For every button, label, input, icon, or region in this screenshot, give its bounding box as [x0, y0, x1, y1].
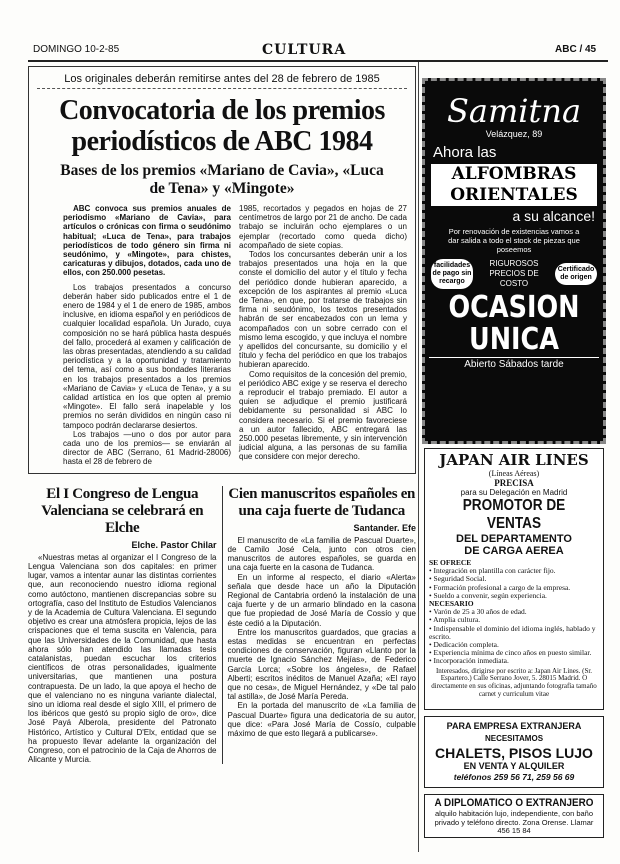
samitna-logo: Samitna	[446, 92, 582, 130]
ad-text: OCASION	[448, 290, 580, 325]
ad-address: Velázquez, 89	[485, 129, 543, 139]
valencia-headline: El I Congreso de Lengua Valenciana se celebrará en Elche	[41, 485, 204, 536]
ad-text: PRECISA	[494, 478, 534, 488]
ad-text: SE OFRECE	[429, 558, 472, 567]
issue-date: DOMINGO 10-2-85	[33, 44, 120, 55]
list-item: • Experiencia mínima de cinco años en puesto similar.	[429, 648, 592, 658]
paragraph: «Nuestras metas al organizar el I Congreso de la Lengua Valenciana son dos capitales: en primer lugar, vamos a intentar aunar las distintas corrientes que, aun reconociendo nuestro idioma regional como autóctono, mantienen discrepancias sobre su ortografía, caso del Instituto de Estudios Valencianos y de la Academia de Cultura Valenciana. El segundo objetivo es crear una atmósfera propicia, lejos de las crispaciones que el tema suscita en Valencia, para que las Universidades de la Comunidad, que hasta ahora sólo han atendido las llamadas tesis catalanistas, puedan escuchar los criterios científicos de otras personalidades, igualmente universitarias, que mantienen una postura contrapuesta. De un lado, la que apoya el hecho de que el valenciano no es ninguna variante dialectal, sino un idioma real desde el siglo XIII, el primero de los ibéricos que gestó su propio siglo de oro», dice José Payá Alberola, presidente del Patronato Histórico, Artístico y Cultural D'Elx, entidad que se ha propuesto llevar adelante la organización del Congreso, con el patrocinio de la Caja de Ahorros de Alicante y Murcia.	[28, 552, 217, 765]
section-title: CULTURA	[262, 42, 347, 58]
samitna-ad	[422, 78, 606, 444]
ad-text: a su alcance!	[512, 208, 595, 224]
paragraph: ABC convoca sus premios anuales de periodismo «Mariano de Cavia», para artículos o crónicas con firma o seudónimo habitual; «Luca de Tena», para trabajos periodísticos de todo género sin firma ni seudónimo, y «Mingote», para chistes, caricaturas y dibujos, dotados, cada uno de ellos, con 250.000 pesetas.	[63, 204, 231, 278]
list-item: • Sueldo a convenir, según experiencia.	[429, 590, 547, 600]
list-item: • Formación profesional a cargo de la empresa.	[429, 582, 571, 592]
tudanca-headline: Cien manuscritos españoles en una caja fuerte de Tudanca	[228, 485, 416, 519]
paragraph: Como requisitos de la concesión del premio, el periódico ABC exige y se reserva el derecho a reproducir el trabajo premiado. El autor a quien se adjudique el premio justificará debidamente su personalidad si ABC lo considera necesario. Si el premio favoreciese a un autor fallecido, ABC entregará las 250.000 pesetas libremente, y sin intervención judicial alguna, a las personas de su familia que considere con mejor derecho.	[239, 369, 407, 462]
ad-text: CHALETS, PISOS LUJO	[435, 745, 593, 761]
main-column-2	[239, 204, 407, 467]
paragraph: Entre los manuscritos guardados, que gracias a estas medidas se encuentran en perfectas condiciones de conservación, figuran «Llanto por la muerte de Ignacio Sánchez Mejías», de Federico García Lorca; «Sobre los ángeles», de Rafael Alberti; escritos inéditos de Manuel Azaña; «El rayo que no cesa», de Miguel Hernández, y «De tal palo tal astilla», de José María Pereda.	[227, 627, 416, 702]
origin-badge: Certificado de origen	[555, 263, 597, 285]
ad-text: Por renovación de existencias vamos a dar salida a todo el stock de piezas que poseemos	[448, 227, 580, 254]
ad-text: EN VENTA Y ALQUILER	[463, 761, 565, 771]
main-column-1	[37, 204, 231, 467]
column-divider	[418, 62, 419, 852]
left-area	[28, 66, 416, 764]
list-item: • Integración en plantilla con carácter fijo.	[429, 566, 556, 576]
paragraph: Los trabajos —uno o dos por autor para cada uno de los premios— se enviarán al director de ABC (Serrano, 61 Madrid-28006) hasta el 28 de febrero de	[63, 429, 231, 467]
paragraph: El manuscrito de «La familia de Pascual Duarte», de Camilo José Cela, junto con otros cien manuscritos de autores españoles, se guarda en una caja fuerte en la casona de Tudanca.	[227, 535, 416, 573]
main-kicker: Los originales deberán remitirse antes del 28 de febrero de 1985	[37, 72, 407, 89]
ad-text: JAPAN AIR LINES	[439, 451, 589, 469]
japan-air-lines-ad	[424, 448, 604, 710]
list-item: • Dedicación completa.	[429, 640, 499, 650]
valencia-article	[28, 486, 222, 765]
ad-text: NECESARIO	[429, 599, 474, 609]
chalets-ad	[424, 716, 604, 788]
list-item: • Incorporación inmediata.	[429, 656, 509, 666]
ad-text: PARA EMPRESA EXTRANJERA	[446, 721, 582, 731]
main-article-frame	[28, 66, 416, 474]
list-item: • Seguridad Social.	[429, 574, 487, 584]
paragraph: 1985, recortados y pegados en hojas de 27 centímetros de largo por 21 de ancho. De cada trabajo se incluirán ocho ejemplares o un ejemplar (recortado como queda dicho) acompañado de siete copias.	[239, 204, 407, 250]
ad-text: ALFOMBRAS	[451, 164, 577, 184]
ad-text: Interesados, dirigirse por escrito a: Japan Air Lines. (Sr. Espartero.) Calle Serrano Jover, 5. 28015 Madrid. O directamente en sus oficinas, adjuntando fotografía tamaño carnet y curriculum vitae	[431, 666, 597, 699]
tudanca-body	[228, 536, 417, 765]
ad-text: alquilo habitación lujo, independiente, con baño privado y teléfono directo. Zona Orense. Llamar 456 15 84	[434, 809, 594, 835]
header-rule	[28, 60, 608, 62]
valencia-byline: Elche. Pastor Chilar	[131, 539, 217, 550]
ad-text: Abierto Sábados tarde	[429, 357, 599, 371]
ad-text: DE CARGA AEREA	[464, 545, 564, 557]
tudanca-byline: Santander. Efe	[353, 522, 416, 533]
ad-text: NECESITAMOS	[484, 734, 544, 743]
page-number: ABC / 45	[555, 44, 597, 55]
paragraph: Los trabajos presentados a concurso deberán haber sido publicados entre el 1 de enero de 1984 y el 1 de enero de 1985, ambos inclusive, en idioma español y en periódicos de cualquier localidad española. Un Jurado, cuya composición no se hará pública hasta después del fallo, procederá al examen y calificación de las obras presentadas, atendiendo a su calidad periodística y a la oportunidad y tratamiento del tema, así como a sus bondades literarias en los trabajos presentados a los premios «Mariano de Cavia» y «Luca de Tena», y a su calidad artística en los que opten al premio «Mingote». El fallo será inapelable y los premios no serán divididos en ningún caso ni tampoco podrán declararse desiertos.	[63, 282, 231, 430]
paragraph: En la portada del manuscrito de «La familia de Pascual Duarte» figura una dedicatoria de su autor, que dice: «Para José María de Cossío, culpable máximo de que esto llegará a publicarse».	[227, 701, 416, 738]
list-item: • Indispensable el dominio del idioma inglés, hablado y escrito.	[429, 623, 596, 641]
main-headline: Convocatoria de los premios periodísticos de ABC 1984	[59, 95, 385, 157]
ad-text: ORIENTALES	[450, 185, 578, 205]
diplomatico-ad	[424, 794, 604, 838]
paragraph: Todos los concursantes deberán unir a los trabajos presentados una hoja en la que conste el domicilio del autor y el título y fecha del periódico donde hubieran aparecido, a excepción de los aspirantes al premio «Luca de Tena», en que, por tratarse de trabajos sin firma ni seudónimo, los textos presentados habrán de ser encabezados con un lema y acompañados con un sobre cerrado con el mismo lema escogido, y que incluya el nombre y apellidos del concursante, su domicilio y el título y fecha del periódico en que los trabajos hubieran aparecido.	[239, 250, 407, 370]
ad-text: UNICA	[469, 322, 559, 357]
phone-numbers: teléfonos 259 56 71, 259 56 69	[453, 772, 575, 782]
list-item: • Amplia cultura.	[429, 615, 481, 625]
ad-text: para su Delegación en Madrid	[460, 488, 568, 497]
list-item: • Varón de 25 a 30 años de edad.	[429, 607, 527, 617]
ad-text: RIGUROSOS PRECIOS DE COSTO	[489, 259, 539, 288]
ad-text: (Líneas Aéreas)	[488, 469, 540, 478]
paragraph: En un informe al respecto, el diario «Alerta» señala que desde hace un año la Diputación Regional de Cantabria ordenó la instalación de una caja fuerte y de un armario blindado en la casona que fue propiedad de José María de Cossío y que éste cedió a la Diputación.	[227, 572, 416, 628]
ad-text: A DIPLOMATICO O EXTRANJERO	[434, 797, 594, 809]
main-subhead: Bases de los premios «Mariano de Cavia», «Luca de Tena» y «Mingote»	[60, 162, 384, 197]
ad-text: DEL DEPARTAMENTO	[456, 533, 572, 545]
tudanca-article	[222, 486, 417, 765]
payment-badge: facilidades de pago sin recargo	[431, 259, 473, 289]
valencia-body	[28, 553, 217, 765]
ad-text: Ahora las	[433, 144, 497, 161]
ad-text: PROMOTOR DE VENTAS	[462, 497, 566, 532]
